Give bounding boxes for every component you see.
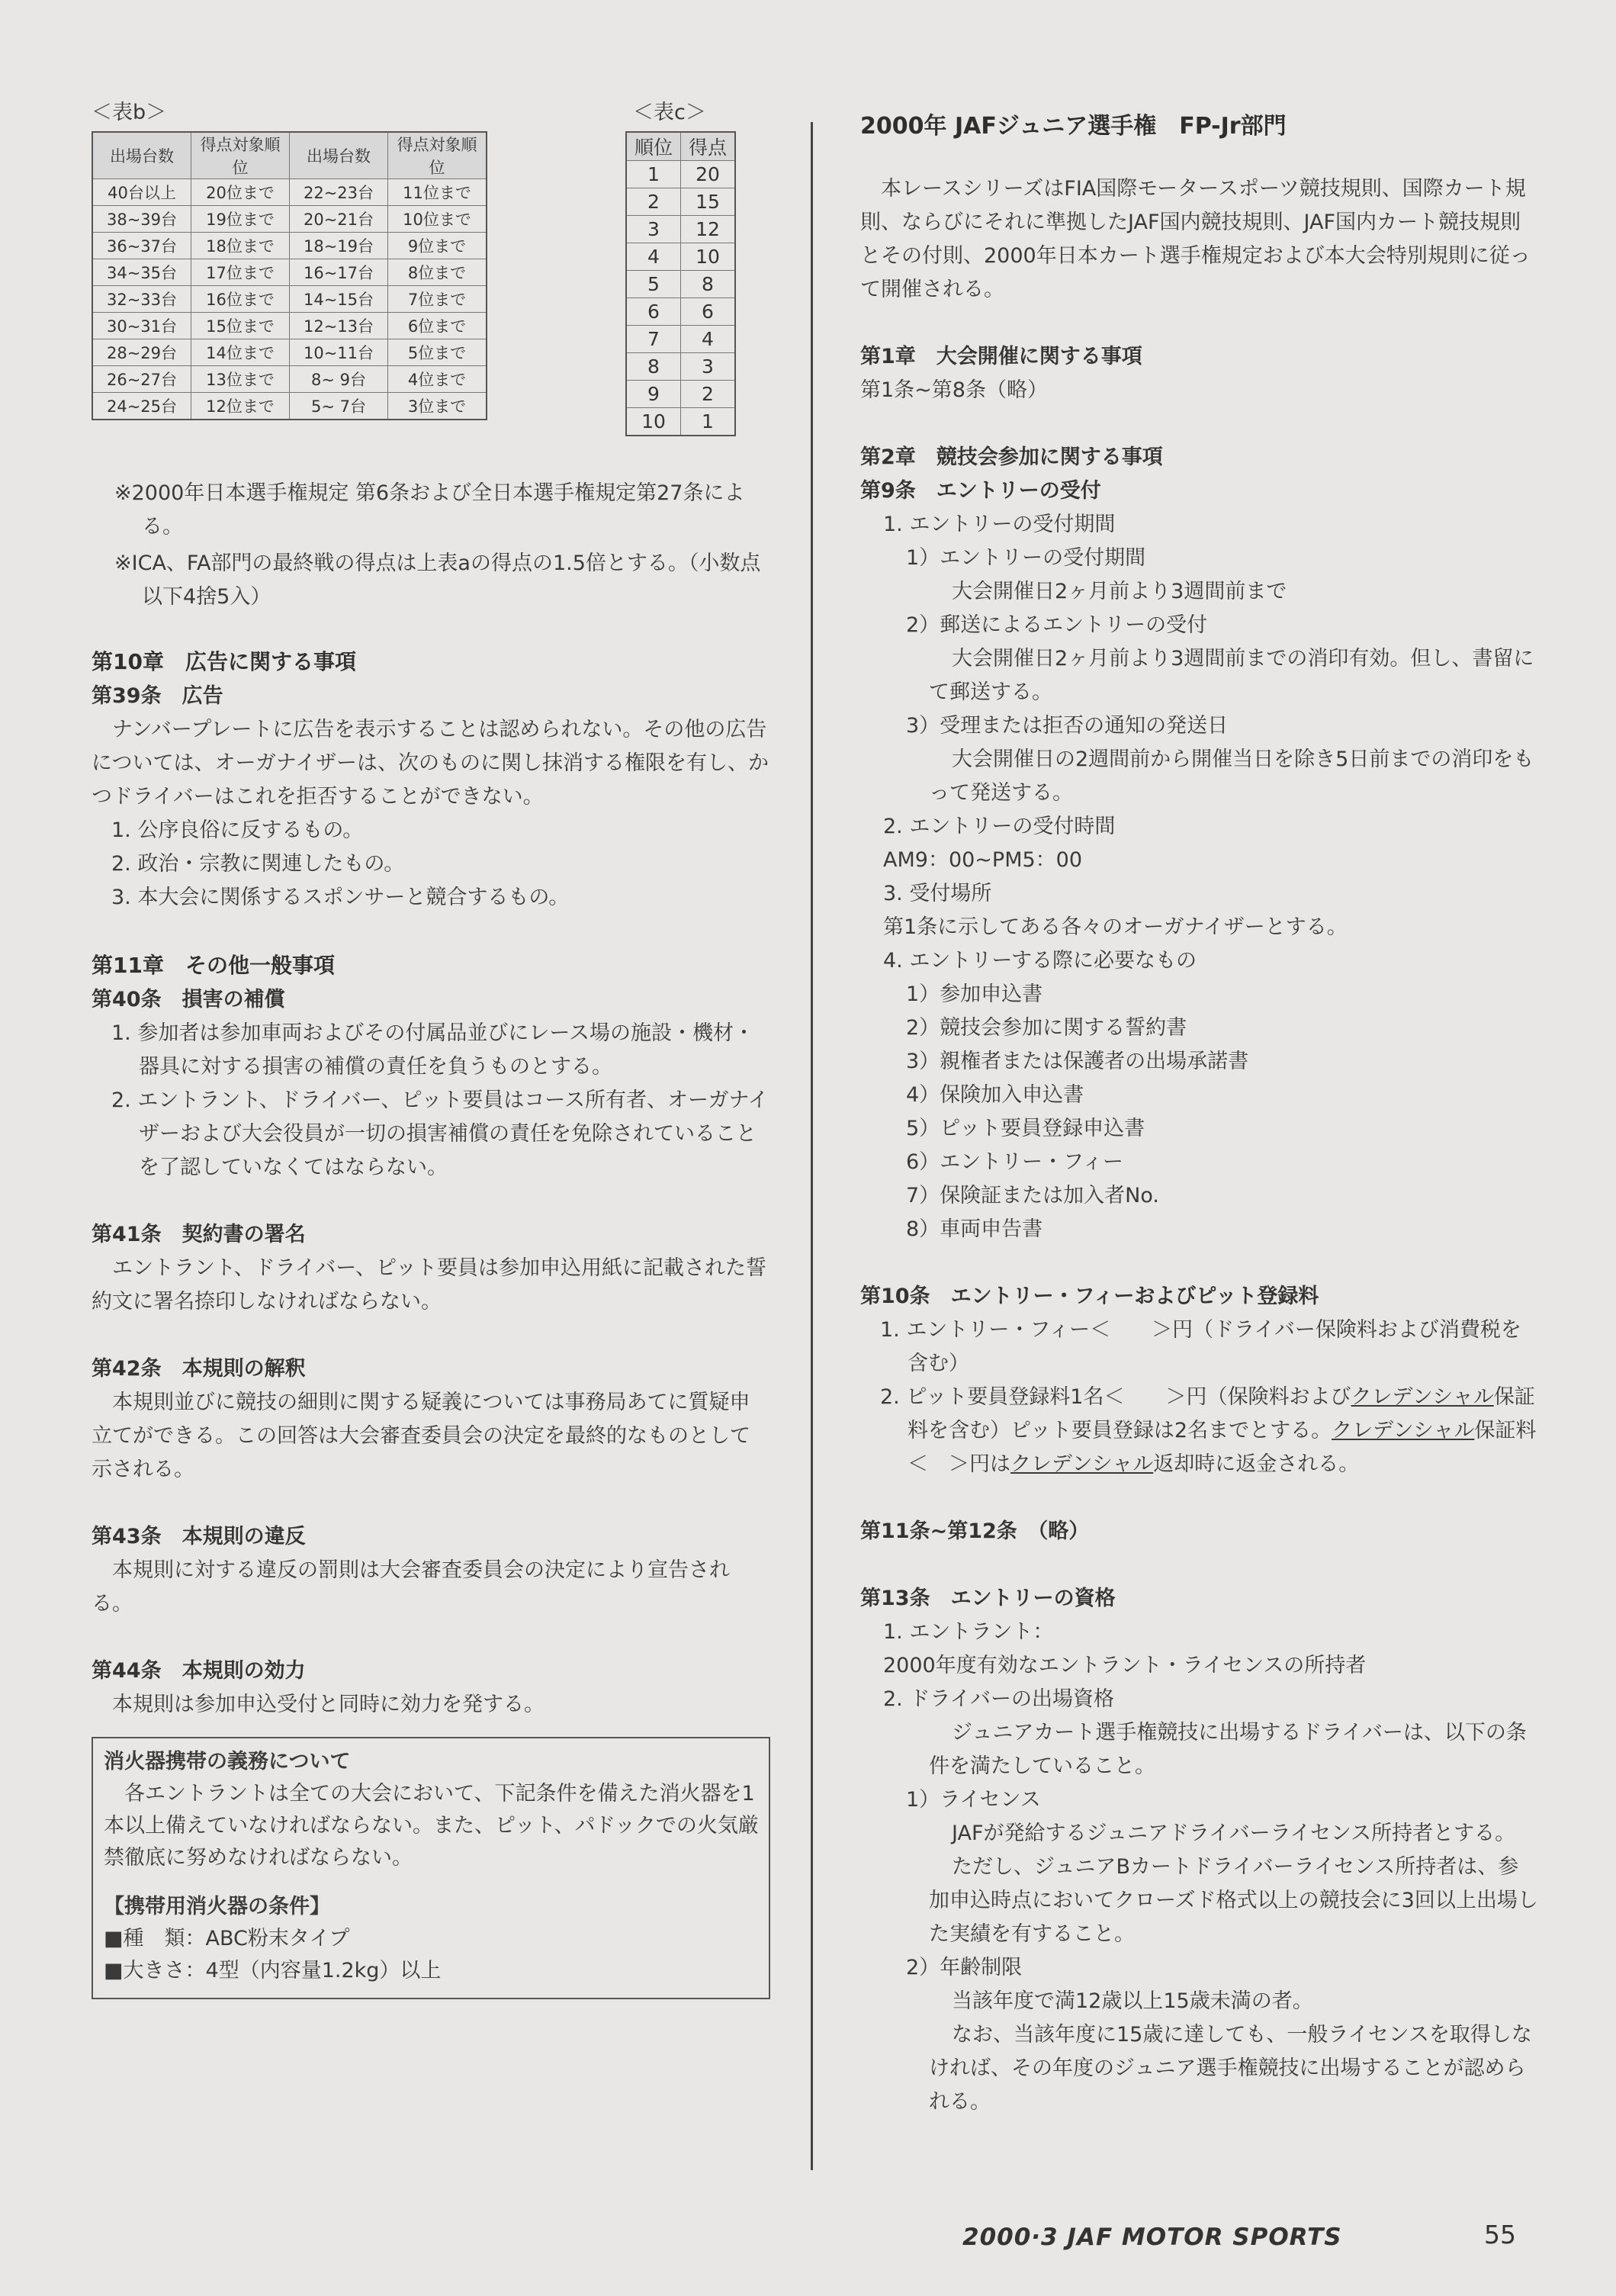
article-39-item: 2. 政治・宗教に関連したもの。 [111, 852, 405, 876]
table-row [626, 408, 735, 436]
table-c-title: ＜表c＞ [633, 101, 706, 124]
table-cell: 12~13台 [290, 313, 388, 339]
article-9-subitem: 1）エントリーの受付期間 [906, 546, 1146, 570]
table-cell: 6位まで [388, 313, 487, 339]
required-item: 8）車両申告書 [906, 1217, 1043, 1241]
table-cell: 9 [626, 381, 681, 408]
required-item: 4）保険加入申込書 [906, 1083, 1084, 1107]
table-cell: 38~39台 [92, 206, 191, 233]
table-notes [114, 477, 778, 617]
table-row [626, 216, 735, 243]
note-2: ※ICA、FA部門の最終戦の得点は上表aの得点の1.5倍とする。（小数点以下4捨5入） [114, 551, 761, 609]
table-cell: 2 [626, 188, 681, 216]
table-row [92, 366, 487, 393]
left-body [92, 645, 770, 1999]
table-cell: 18~19台 [290, 233, 388, 259]
article-40-heading: 第40条 損害の補償 [92, 988, 285, 1011]
table-cell: 36~37台 [92, 233, 191, 259]
table-cell: 17位まで [191, 259, 290, 286]
article-10-heading: 第10条 エントリー・フィーおよびピット登録料 [860, 1285, 1319, 1308]
column-divider [811, 122, 813, 2170]
table-row [92, 179, 487, 206]
article-9-item: 1. エントリーの受付期間 [883, 513, 1116, 536]
article-41-text: エントラント、ドライバー、ピット要員は参加申込用紙に記載された誓約文に署名捺印しなければならない。 [92, 1256, 767, 1314]
table-cell: 5 [626, 271, 681, 298]
article-9-subitem-text: 大会開催日2ヶ月前より3週間前までの消印有効。但し、書留にて郵送する。 [929, 647, 1534, 704]
table-header-cell: 出場台数 [290, 132, 388, 179]
table-cell: 3 [626, 216, 681, 243]
box-condition: ■種 類：ABC粉末タイプ [104, 1927, 350, 1950]
table-cell: 32~33台 [92, 286, 191, 313]
article-11-heading: 第11条~第12条 （略） [860, 1519, 1090, 1543]
article-42-heading: 第42条 本規則の解釈 [92, 1357, 306, 1381]
required-item: 5）ピット要員登録申込書 [906, 1117, 1145, 1140]
required-item: 7）保険証または加入者No. [906, 1184, 1160, 1207]
table-cell: 26~27台 [92, 366, 191, 393]
table-b [92, 131, 487, 420]
table-row [92, 313, 487, 339]
article-13-subitem: 1）ライセンス [906, 1788, 1041, 1812]
table-row [626, 188, 735, 216]
table-cell: 19位まで [191, 206, 290, 233]
table-row [626, 353, 735, 381]
box-title: 消火器携帯の義務について [104, 1750, 351, 1773]
table-cell: 7位まで [388, 286, 487, 313]
table-row [626, 326, 735, 353]
table-row [626, 271, 735, 298]
table-cell: 20~21台 [290, 206, 388, 233]
box-condition: ■大きさ：4型（内容量1.2kg）以上 [104, 1959, 442, 1982]
table-cell: 18位まで [191, 233, 290, 259]
article-13-item: 2. ドライバーの出場資格 [883, 1687, 1114, 1711]
table-cell: 12位まで [191, 393, 290, 420]
table-cell: 4 [681, 326, 736, 353]
article-44-heading: 第44条 本規則の効力 [92, 1659, 306, 1683]
article-39-text: ナンバープレートに広告を表示することは認められない。その他の広告については、オーガナイザーは、次のものに関し抹消する権限を有し、かつドライバーはこれを拒否することができない。 [92, 718, 769, 809]
table-cell: 12 [681, 216, 736, 243]
right-column [860, 108, 1539, 2119]
table-cell: 1 [626, 161, 681, 188]
table-cell: 15 [681, 188, 736, 216]
article-9-item: 4. エントリーする際に必要なもの [883, 949, 1197, 973]
article-13-heading: 第13条 エントリーの資格 [860, 1587, 1116, 1610]
chapter-11-heading: 第11章 その他一般事項 [92, 953, 335, 978]
table-cell: 20位まで [191, 179, 290, 206]
article-9-subitem: 3）受理または拒否の通知の発送日 [906, 714, 1229, 738]
table-cell: 13位まで [191, 366, 290, 393]
table-b-title: ＜表b＞ [92, 101, 167, 124]
required-item: 6）エントリー・フィー [906, 1150, 1124, 1174]
note-1: ※2000年日本選手権規定 第6条および全日本選手権規定第27条による。 [114, 481, 745, 539]
table-cell: 3位まで [388, 393, 487, 420]
article-9-subitem: 2）郵送によるエントリーの受付 [906, 613, 1208, 637]
box-conditions-title: 【携帯用消火器の条件】 [104, 1895, 330, 1918]
table-cell: 8位まで [388, 259, 487, 286]
table-cell: 4位まで [388, 366, 487, 393]
article-41-heading: 第41条 契約書の署名 [92, 1223, 306, 1246]
article-9-item-text: 第1条に示してある各々のオーガナイザーとする。 [883, 915, 1348, 939]
article-13-item-text: ジュニアカート選手権競技に出場するドライバーは、以下の条件を満たしていること。 [929, 1721, 1527, 1778]
article-13-subitem-text: JAFが発給するジュニアドライバーライセンス所持者とする。 [952, 1822, 1516, 1845]
table-row [626, 161, 735, 188]
article-13-item-text: 2000年度有効なエントラント・ライセンスの所持者 [883, 1654, 1367, 1677]
article-40-item: 1. 参加者は参加車両およびその付属品並びにレース場の施設・機材・器具に対する損害の補償の責任を負うものとする。 [111, 1021, 754, 1079]
article-9-subitem-text: 大会開催日の2週間前から開催当日を除き5日前までの消印をもって発送する。 [929, 748, 1534, 805]
table-row [92, 393, 487, 420]
article-9-item: 2. エントリーの受付時間 [883, 815, 1116, 838]
table-c-block [625, 95, 736, 436]
article-13-subitem-text: なお、当該年度に15歳に達しても、一般ライセンスを取得しなければ、その年度のジュニア選手権競技に出場することが認められる。 [929, 2023, 1532, 2114]
table-cell: 6 [681, 298, 736, 326]
table-row [92, 259, 487, 286]
article-39-item: 1. 公序良俗に反するもの。 [111, 818, 364, 842]
required-item: 1）参加申込書 [906, 982, 1043, 1006]
article-13-item: 1. エントラント： [883, 1620, 1054, 1644]
table-cell: 16~17台 [290, 259, 388, 286]
required-item: 2）競技会参加に関する誓約書 [906, 1016, 1187, 1040]
section-title: 2000年 JAFジュニア選手権 FP-Jr部門 [860, 113, 1287, 140]
table-cell: 8 [681, 271, 736, 298]
extinguisher-notice-box [92, 1737, 770, 1999]
article-9-heading: 第9条 エントリーの受付 [860, 479, 1101, 503]
article-9-subitem-text: 大会開催日2ヶ月前より3週間前まで [952, 580, 1287, 603]
table-cell: 8 [626, 353, 681, 381]
table-cell: 1 [681, 408, 736, 436]
table-cell: 11位まで [388, 179, 487, 206]
article-13-subitem-text: 当該年度で満12歳以上15歳未満の者。 [952, 1989, 1313, 2013]
table-row [92, 233, 487, 259]
table-row [626, 298, 735, 326]
article-9-item: 3. 受付場所 [883, 882, 992, 905]
table-header-cell: 得点対象順位 [388, 132, 487, 179]
page-number: 55 [1484, 2220, 1516, 2249]
table-cell: 6 [626, 298, 681, 326]
table-header-cell: 得点 [681, 132, 736, 161]
table-cell: 34~35台 [92, 259, 191, 286]
table-row [626, 243, 735, 271]
table-row [92, 339, 487, 366]
magazine-footer: 2000·3 JAF MOTOR SPORTS [962, 2224, 1342, 2251]
table-cell: 20 [681, 161, 736, 188]
table-cell: 14位まで [191, 339, 290, 366]
table-cell: 8~ 9台 [290, 366, 388, 393]
table-header-cell: 順位 [626, 132, 681, 161]
article-44-text: 本規則は参加申込受付と同時に効力を発する。 [112, 1693, 545, 1716]
article-9-item-text: AM9：00~PM5：00 [883, 848, 1083, 872]
intro-text: 本レースシリーズはFIA国際モータースポーツ競技規則、国際カート規則、ならびにそれに準拠したJAF国内競技規則、JAF国内カート競技規則とその付則、2000年日本カート選手権規定および本大会特別規則に従って開催される。 [860, 177, 1531, 301]
table-row [92, 286, 487, 313]
table-cell: 24~25台 [92, 393, 191, 420]
table-cell: 14~15台 [290, 286, 388, 313]
table-cell: 10位まで [388, 206, 487, 233]
table-cell: 7 [626, 326, 681, 353]
table-cell: 5位まで [388, 339, 487, 366]
chapter-2-heading: 第2章 競技会参加に関する事項 [860, 445, 1163, 469]
article-10-item: 1. エントリー・フィー＜ ＞円（ドライバー保険料および消費税を含む） [880, 1318, 1521, 1375]
table-cell: 22~23台 [290, 179, 388, 206]
table-cell: 5~ 7台 [290, 393, 388, 420]
table-cell: 16位まで [191, 286, 290, 313]
table-c [625, 131, 736, 436]
table-cell: 10 [681, 243, 736, 271]
table-row [92, 206, 487, 233]
article-40-item: 2. エントラント、ドライバー、ピット要員はコース所有者、オーガナイザーおよび大会役員が一切の損害補償の責任を免除されていることを了認していなくてはならない。 [111, 1089, 769, 1179]
article-13-subitem-text: ただし、ジュニアBカートドライバーライセンス所持者は、参加申込時点においてクローズド格式以上の競技会に3回以上出場した実績を有すること。 [929, 1855, 1538, 1946]
table-cell: 3 [681, 353, 736, 381]
article-39-item: 3. 本大会に関係するスポンサーと競合するもの。 [111, 886, 570, 909]
chapter-1-sub: 第1条~第8条（略） [860, 378, 1048, 402]
table-b-block [92, 95, 487, 420]
table-header-cell: 出場台数 [92, 132, 191, 179]
table-cell: 2 [681, 381, 736, 408]
table-header-cell: 得点対象順位 [191, 132, 290, 179]
table-cell: 9位まで [388, 233, 487, 259]
chapter-1-heading: 第1章 大会開催に関する事項 [860, 345, 1142, 368]
table-cell: 40台以上 [92, 179, 191, 206]
article-39-heading: 第39条 広告 [92, 684, 223, 708]
article-42-text: 本規則並びに競技の細則に関する疑義については事務局あてに質疑申立てができる。この回答は大会審査委員会の決定を最終的なものとして示される。 [92, 1391, 750, 1481]
box-text: 各エントラントは全ての大会において、下記条件を備えた消火器を1本以上備えていなければならない。また、ピット、パドックでの火気厳禁徹底に努めなければならない。 [104, 1782, 759, 1870]
table-cell: 10~11台 [290, 339, 388, 366]
article-13-subitem: 2）年齢制限 [906, 1956, 1023, 1979]
table-cell: 10 [626, 408, 681, 436]
table-cell: 4 [626, 243, 681, 271]
article-10-item: 2. ピット要員登録料1名＜ ＞円（保険料およびクレデンシャル保証料を含む）ピット要員登録は2名までとする。クレデンシャル保証料＜ ＞円はクレデンシャル返却時に返金される。 [880, 1385, 1537, 1476]
article-43-text: 本規則に対する違反の罰則は大会審査委員会の決定により宣告される。 [92, 1558, 730, 1616]
table-cell: 30~31台 [92, 313, 191, 339]
table-cell: 28~29台 [92, 339, 191, 366]
chapter-10-heading: 第10章 広告に関する事項 [92, 649, 356, 674]
table-row [626, 381, 735, 408]
required-item: 3）親権者または保護者の出場承諾書 [906, 1050, 1249, 1073]
table-cell: 15位まで [191, 313, 290, 339]
article-43-heading: 第43条 本規則の違反 [92, 1525, 306, 1548]
